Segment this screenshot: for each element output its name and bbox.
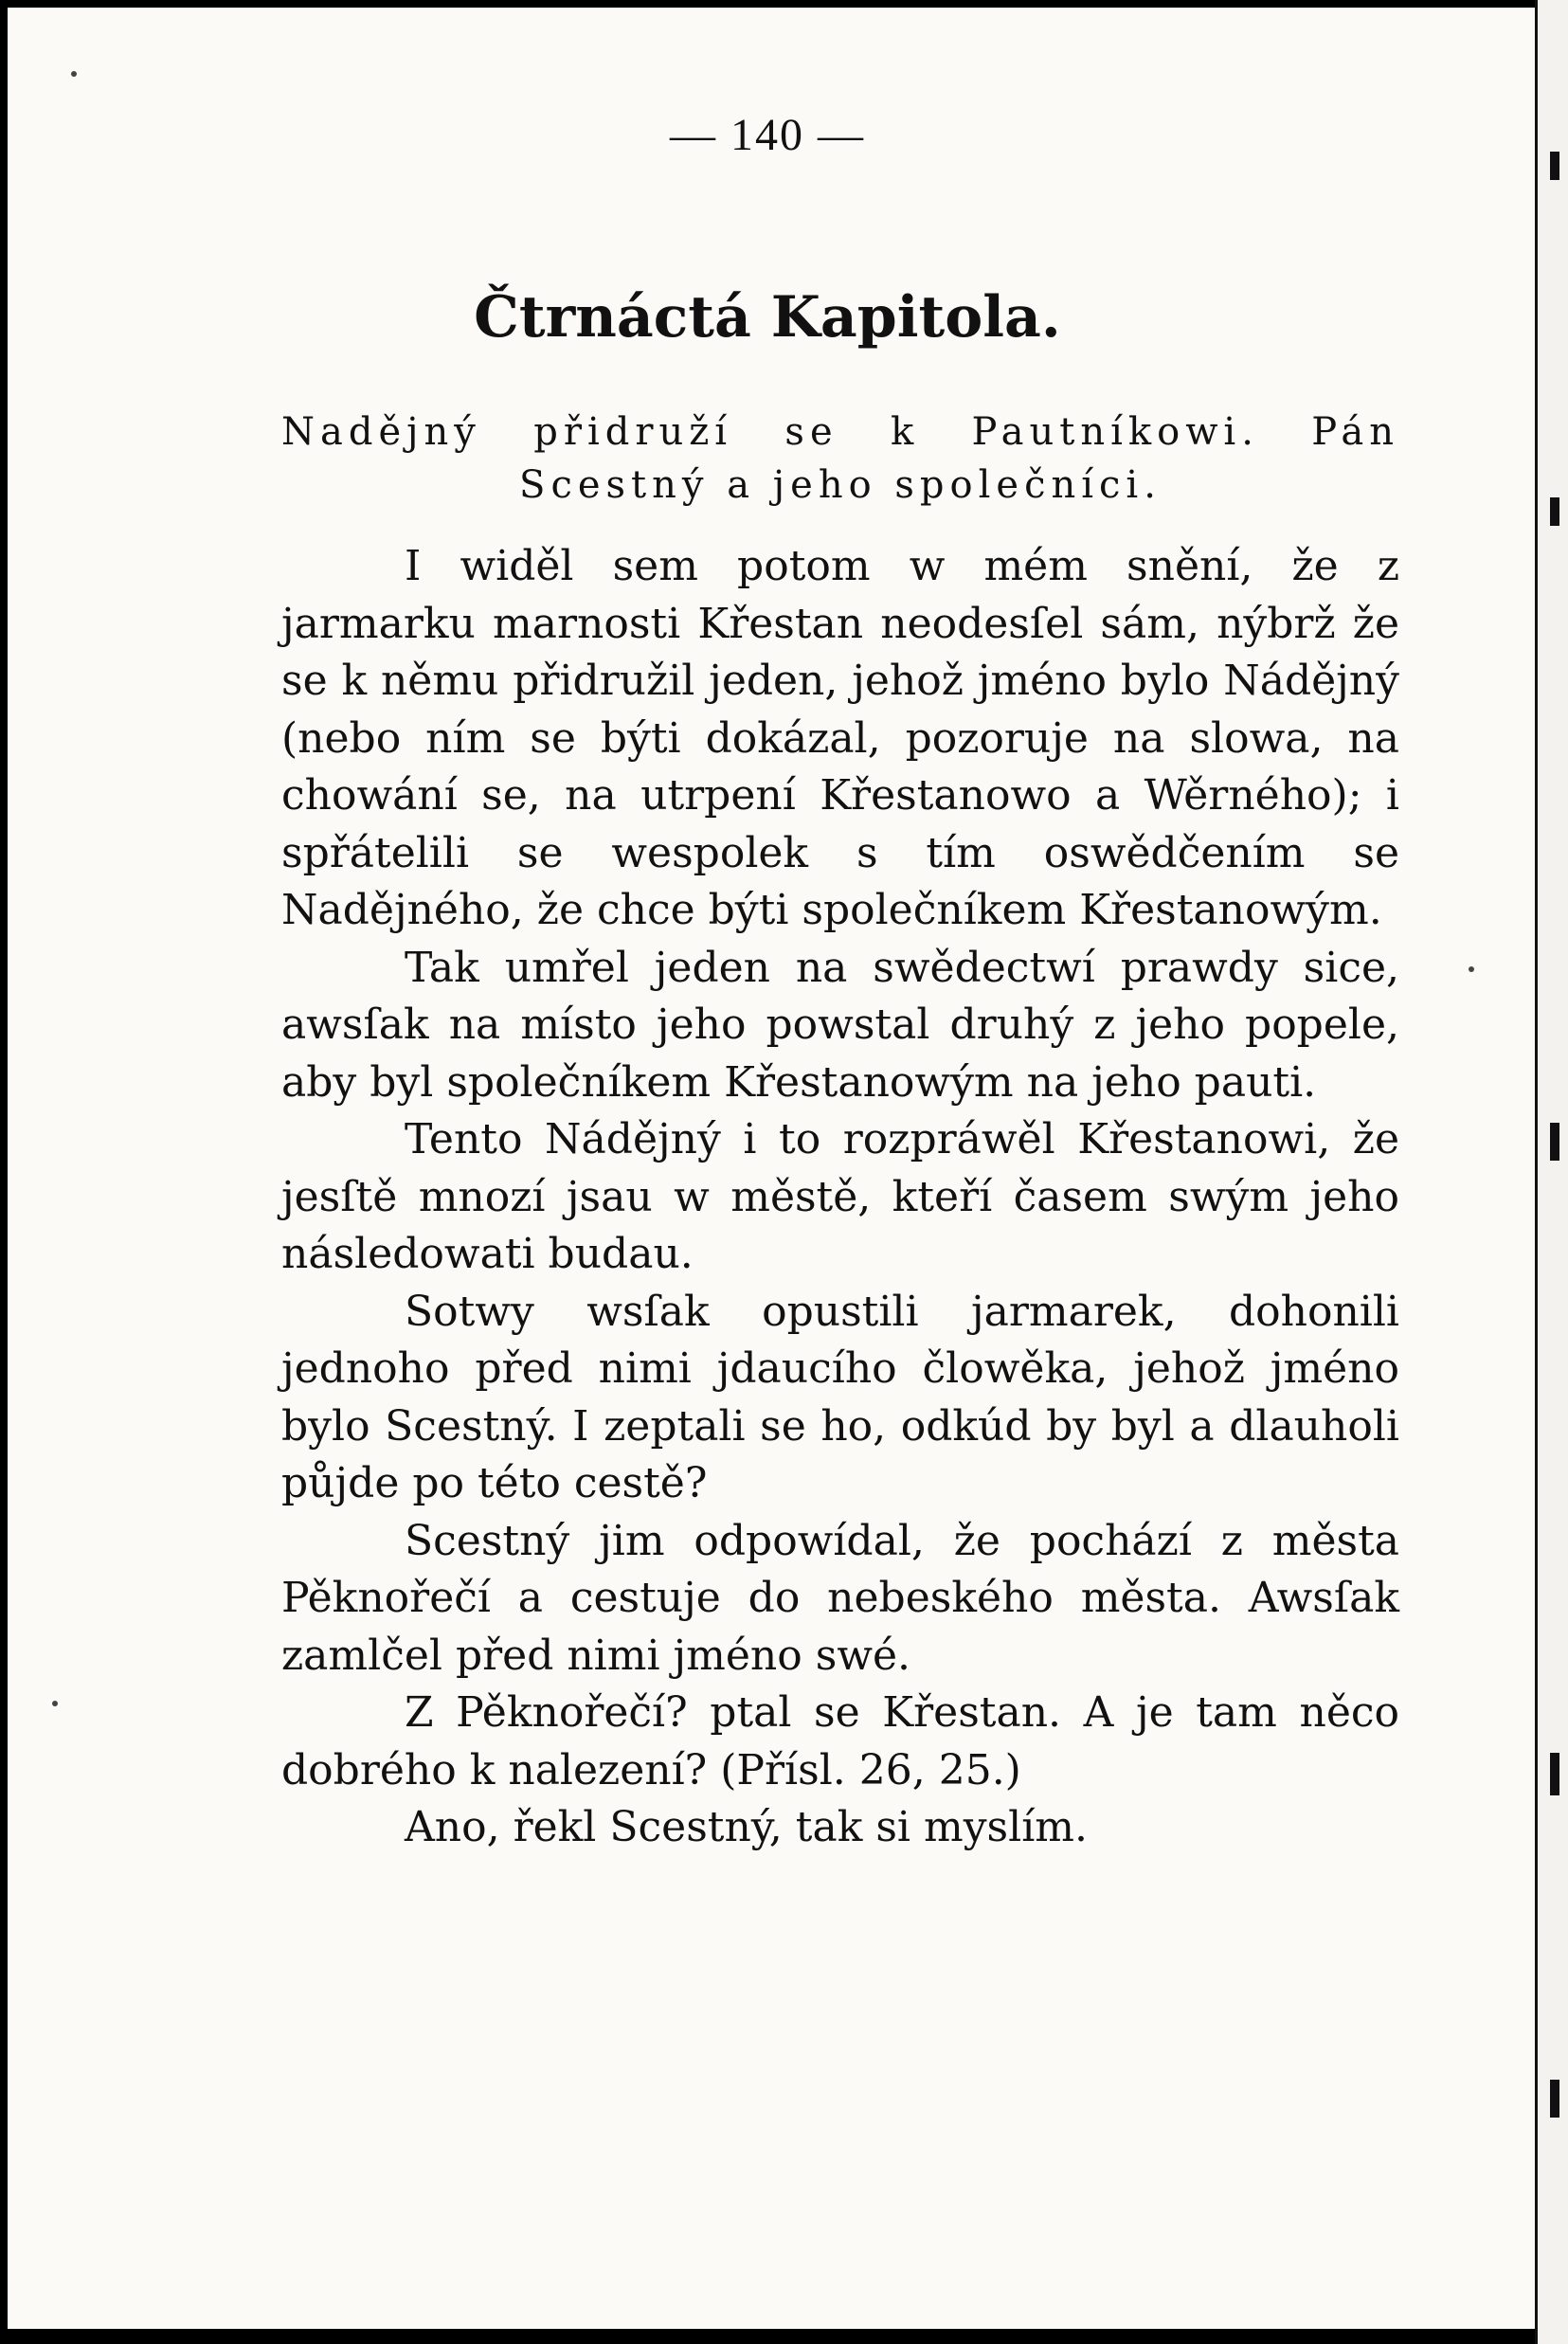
adjacent-page-edge xyxy=(1535,0,1568,2344)
paragraph: Sotwy wsſak opustili jarmarek, dohonili jednoho před nimi jdaucího člowěka, jehož jméno bylo Scestný. I zeptali se ho, odkúd by byl a dlauholi půjde po této cestě? xyxy=(281,1287,1399,1507)
scan-speck xyxy=(52,1701,58,1706)
edge-mark xyxy=(1550,2080,1559,2118)
paragraph: Tak umřel jeden na swědectwí prawdy sice, awsſak na místo jeho powstal druhý z jeho popele, aby byl společníkem Křestanowým na jeho pauti. xyxy=(281,943,1399,1107)
paragraph: Z Pěknořečí? ptal se Křestan. A je tam něco dobrého k nalezení? (Přísl. 26, 25.) xyxy=(281,1688,1399,1794)
paragraph: I widěl sem potom w mém snění, že z jarmarku marnosti Křestan neodesſel sám, nýbrž že se k němu přidružil jeden, jehož jméno bylo Nádějný (nebo ním se býti dokázal, pozoruje na slowa, na chowání se, na utrpení Křestanowo a Wěrného); i spřátelili se wespolek s tím oswědčením se Nadějného, že chce býti společníkem Křestanowým. xyxy=(281,542,1399,934)
paragraph: Tento Nádějný i to rozpráwěl Křestanowi, že jesſtě mnozí jsau w městě, kteří časem swým jeho následowati budau. xyxy=(281,1115,1399,1278)
page-number: — 140 — xyxy=(670,110,865,160)
edge-mark xyxy=(1550,497,1559,526)
edge-mark xyxy=(1550,1123,1559,1161)
scan-speck xyxy=(1469,966,1474,972)
chapter-title: Čtrnáctá Kapitola. xyxy=(474,284,1061,351)
paragraph: Scestný jim odpowídal, že pochází z města Pěknořečí a cestuje do nebeského města. Awsſak zamlčel před nimi jméno swé. xyxy=(281,1516,1399,1680)
scan-speck xyxy=(71,71,77,77)
edge-mark xyxy=(1550,1753,1559,1795)
body-text xyxy=(281,538,1399,1857)
chapter-subtitle: Nadějný přidruží se k Pautníkowi. Pán Scestný a jeho společníci. xyxy=(281,410,1399,507)
edge-mark xyxy=(1550,152,1559,180)
paragraph: Ano, řekl Scestný, tak si myslím. xyxy=(405,1803,1088,1851)
